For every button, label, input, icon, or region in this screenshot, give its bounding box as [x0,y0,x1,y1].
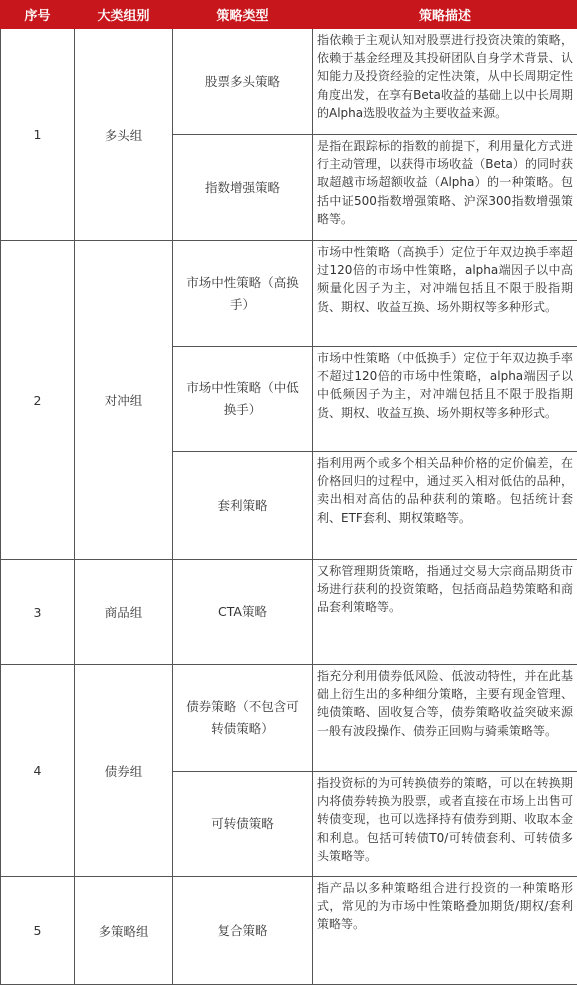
group-number: 1 [1,29,75,241]
table-row [1,241,577,347]
group-name: 多头组 [75,29,173,241]
group-name: 商品组 [75,560,173,665]
group-number: 5 [1,877,75,985]
table-row [1,877,577,985]
strategy-description: 指投资标的为可转换债券的策略，可以在转换期内将债券转换为股票，或者直接在市场上出售可转债变现，也可以选择持有债券到期、收取本金和利息。包括可转债T0/可转债套利、可转债多头策略等。 [313,772,577,877]
strategy-type: 市场中性策略（高换手） [173,241,313,347]
strategy-description: 又称管理期货策略，指通过交易大宗商品期货市场进行获利的投资策略，包括商品趋势策略和商品套利策略等。 [313,560,577,665]
strategy-description: 市场中性策略（高换手）定位于年双边换手率超过120倍的市场中性策略，alpha端因子以中高频量化因子为主，对冲端包括且不限于股指期货、期权、收益互换、场外期权等多种形式。 [313,241,577,347]
strategy-type: 股票多头策略 [173,29,313,135]
group-name: 对冲组 [75,241,173,560]
strategy-type: 债券策略（不包含可转债策略） [173,665,313,772]
table-row [1,29,577,135]
strategy-type: 套利策略 [173,452,313,560]
group-name: 多策略组 [75,877,173,985]
strategy-description: 指利用两个或多个相关品种价格的定价偏差，在价格回归的过程中，通过买入相对低估的品种，卖出相对高估的品种获利的策略。包括统计套利、ETF套利、期权策略等。 [313,452,577,560]
strategy-type: 指数增强策略 [173,135,313,241]
strategy-type: 可转债策略 [173,772,313,877]
strategy-type: CTA策略 [173,560,313,665]
strategy-type: 复合策略 [173,877,313,985]
group-number: 4 [1,665,75,877]
table-row [1,665,577,772]
header-desc: 策略描述 [313,1,577,29]
strategy-description: 指产品以多种策略组合进行投资的一种策略形式，常见的为市场中性策略叠加期货/期权/套利策略等。 [313,877,577,985]
group-name: 债券组 [75,665,173,877]
table-row [1,560,577,665]
header-no: 序号 [1,1,75,29]
header-group: 大类组别 [75,1,173,29]
header-type: 策略类型 [173,1,313,29]
header-row [1,1,577,29]
strategy-description: 是指在跟踪标的指数的前提下，利用量化方式进行主动管理，以获得市场收益（Beta）的同时获取超越市场超额收益（Alpha）的一种策略。包括中证500指数增强策略、沪深300指数增强策略等。 [313,135,577,241]
group-number: 2 [1,241,75,560]
strategy-type: 市场中性策略（中低换手） [173,347,313,452]
strategy-description: 市场中性策略（中低换手）定位于年双边换手率不超过120倍的市场中性策略，alpha端因子以中低频因子为主，对冲端包括且不限于股指期货、期权、收益互换、场外期权等多种形式。 [313,347,577,452]
strategy-description: 指依赖于主观认知对股票进行投资决策的策略，依赖于基金经理及其投研团队自身学术背景、认知能力及投资经验的定性决策，从中长周期定性角度出发，在享有Beta收益的基础上以中长周期的Alpha选股收益为主要收益来源。 [313,29,577,135]
strategy-description: 指充分利用债券低风险、低波动特性，并在此基础上衍生出的多种细分策略，主要有现金管理、纯债策略、固收复合等，债券策略收益突破来源一般有波段操作、债券正回购与骑乘策略等。 [313,665,577,772]
group-number: 3 [1,560,75,665]
